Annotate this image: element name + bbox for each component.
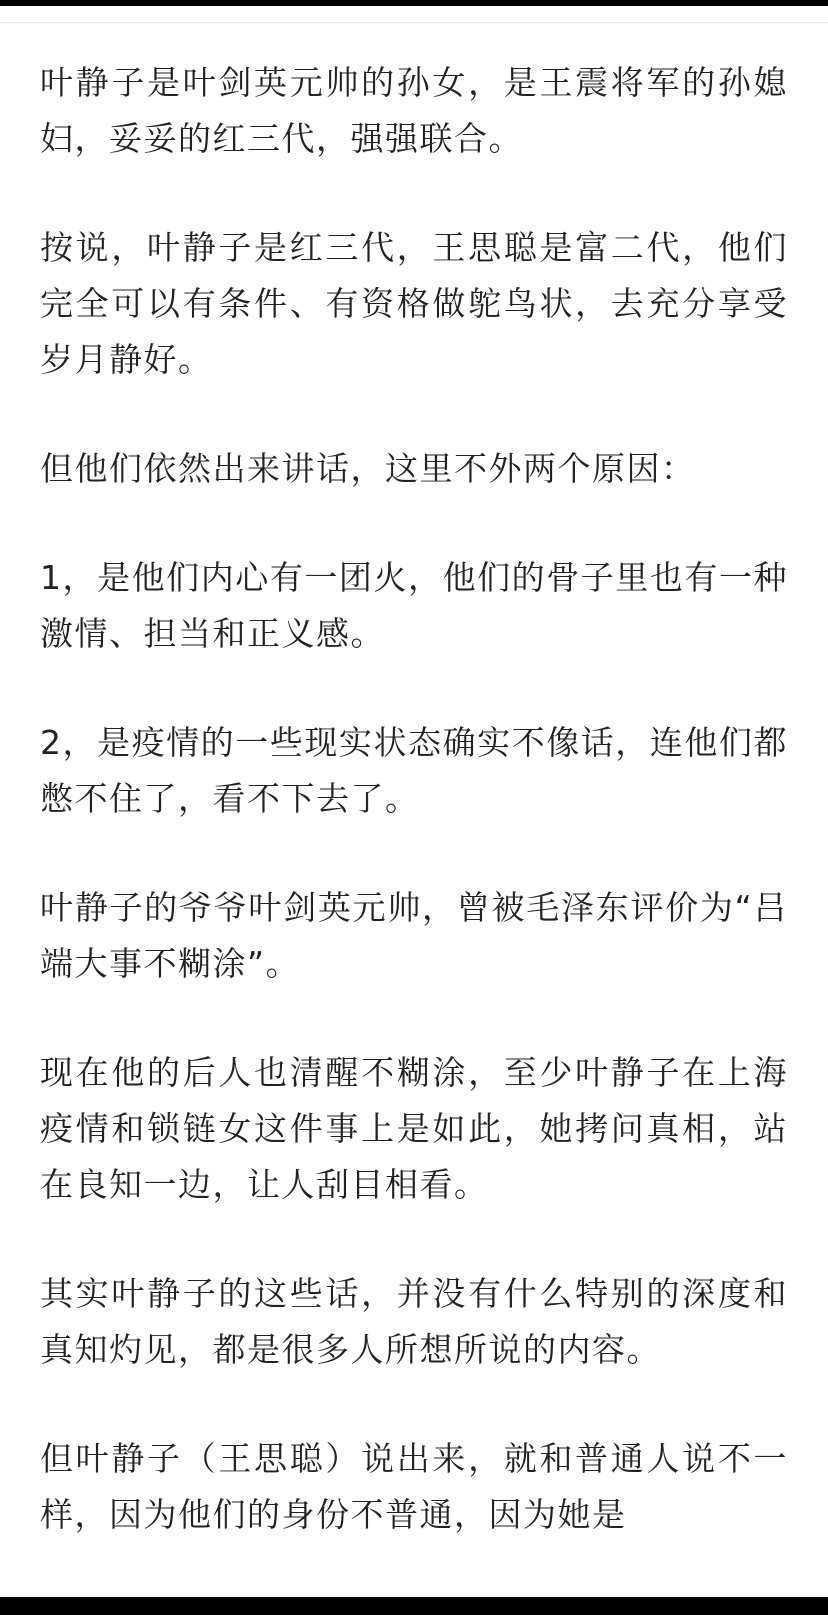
article-paragraph-1: 叶静子是叶剑英元帅的孙女，是王震将军的孙媳妇，妥妥的红三代，强强联合。 [40,63,788,158]
header-divider [0,22,828,23]
article-paragraph-2: 按说，叶静子是红三代，王思聪是富二代，他们完全可以有条件、有资格做鸵鸟状，去充分享受岁月静好。 [40,228,788,379]
article-body [40,55,788,1596]
article-paragraph-4: 1，是他们内心有一团火，他们的骨子里也有一种激情、担当和正义感。 [40,558,788,653]
article-paragraph-6: 叶静子的爷爷叶剑英元帅，曾被毛泽东评价为“吕端大事不糊涂”。 [40,888,788,983]
article-paragraph-8: 其实叶静子的这些话，并没有什么特别的深度和真知灼见，都是很多人所想所说的内容。 [40,1274,788,1369]
article-paragraph-5: 2，是疫情的一些现实状态确实不像话，连他们都憋不住了，看不下去了。 [40,723,788,818]
status-bar [0,0,828,6]
article-paragraph-3: 但他们依然出来讲话，这里不外两个原因： [40,449,696,488]
article-paragraph-7: 现在他的后人也清醒不糊涂，至少叶静子在上海疫情和锁链女这件事上是如此，她拷问真相，站在良知一边，让人刮目相看。 [40,1053,788,1204]
article-paragraph-9: 但叶静子（王思聪）说出来，就和普通人说不一样，因为他们的身份不普通，因为她是 [40,1439,788,1534]
navigation-bar [0,1597,828,1615]
